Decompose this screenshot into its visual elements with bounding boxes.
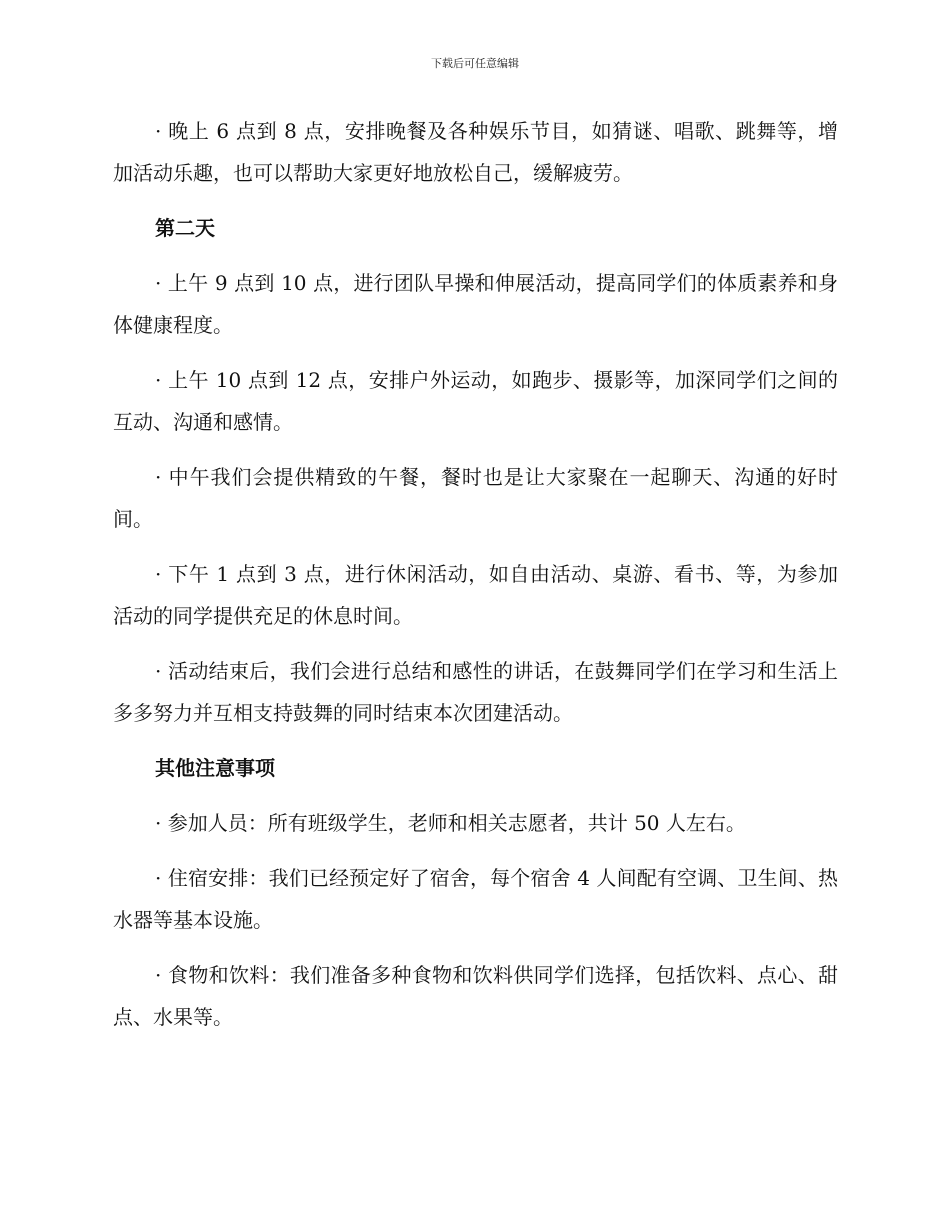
paragraph-evening-schedule: · 晚上 6 点到 8 点，安排晚餐及各种娱乐节目，如猜谜、唱歌、跳舞等，增加活动乐趣，也可以帮助大家更好地放松自己，缓解疲劳。: [113, 119, 838, 185]
header-note: 下载后可任意编辑: [431, 57, 519, 70]
paragraph-leisure-activities: · 下午 1 点到 3 点，进行休闲活动，如自由活动、桌游、看书、等，为参加活动的同学提供充足的休息时间。: [113, 562, 838, 628]
paragraph-morning-exercise: · 上午 9 点到 10 点，进行团队早操和伸展活动，提高同学们的体质素养和身体健康程度。: [113, 271, 838, 337]
paragraph-participants: · 参加人员：所有班级学生，老师和相关志愿者，共计 50 人左右。: [155, 811, 746, 835]
paragraph-lunch: · 中午我们会提供精致的午餐，餐时也是让大家聚在一起聊天、沟通的好时间。: [113, 465, 838, 531]
section-heading-day-two: 第二天: [155, 216, 215, 240]
document-body: [113, 110, 838, 1051]
paragraph-food-drinks: · 食物和饮料：我们准备多种食物和饮料供同学们选择，包括饮料、点心、甜点、水果等。: [113, 963, 838, 1029]
paragraph-closing-speech: · 活动结束后，我们会进行总结和感性的讲话，在鼓舞同学们在学习和生活上多多努力并互相支持鼓舞的同时结束本次团建活动。: [113, 659, 838, 725]
paragraph-outdoor-sports: · 上午 10 点到 12 点，安排户外运动，如跑步、摄影等，加深同学们之间的互动、沟通和感情。: [113, 368, 838, 434]
section-heading-notes: 其他注意事项: [155, 756, 275, 780]
paragraph-accommodation: · 住宿安排：我们已经预定好了宿舍，每个宿舍 4 人间配有空调、卫生间、热水器等基本设施。: [113, 866, 838, 932]
